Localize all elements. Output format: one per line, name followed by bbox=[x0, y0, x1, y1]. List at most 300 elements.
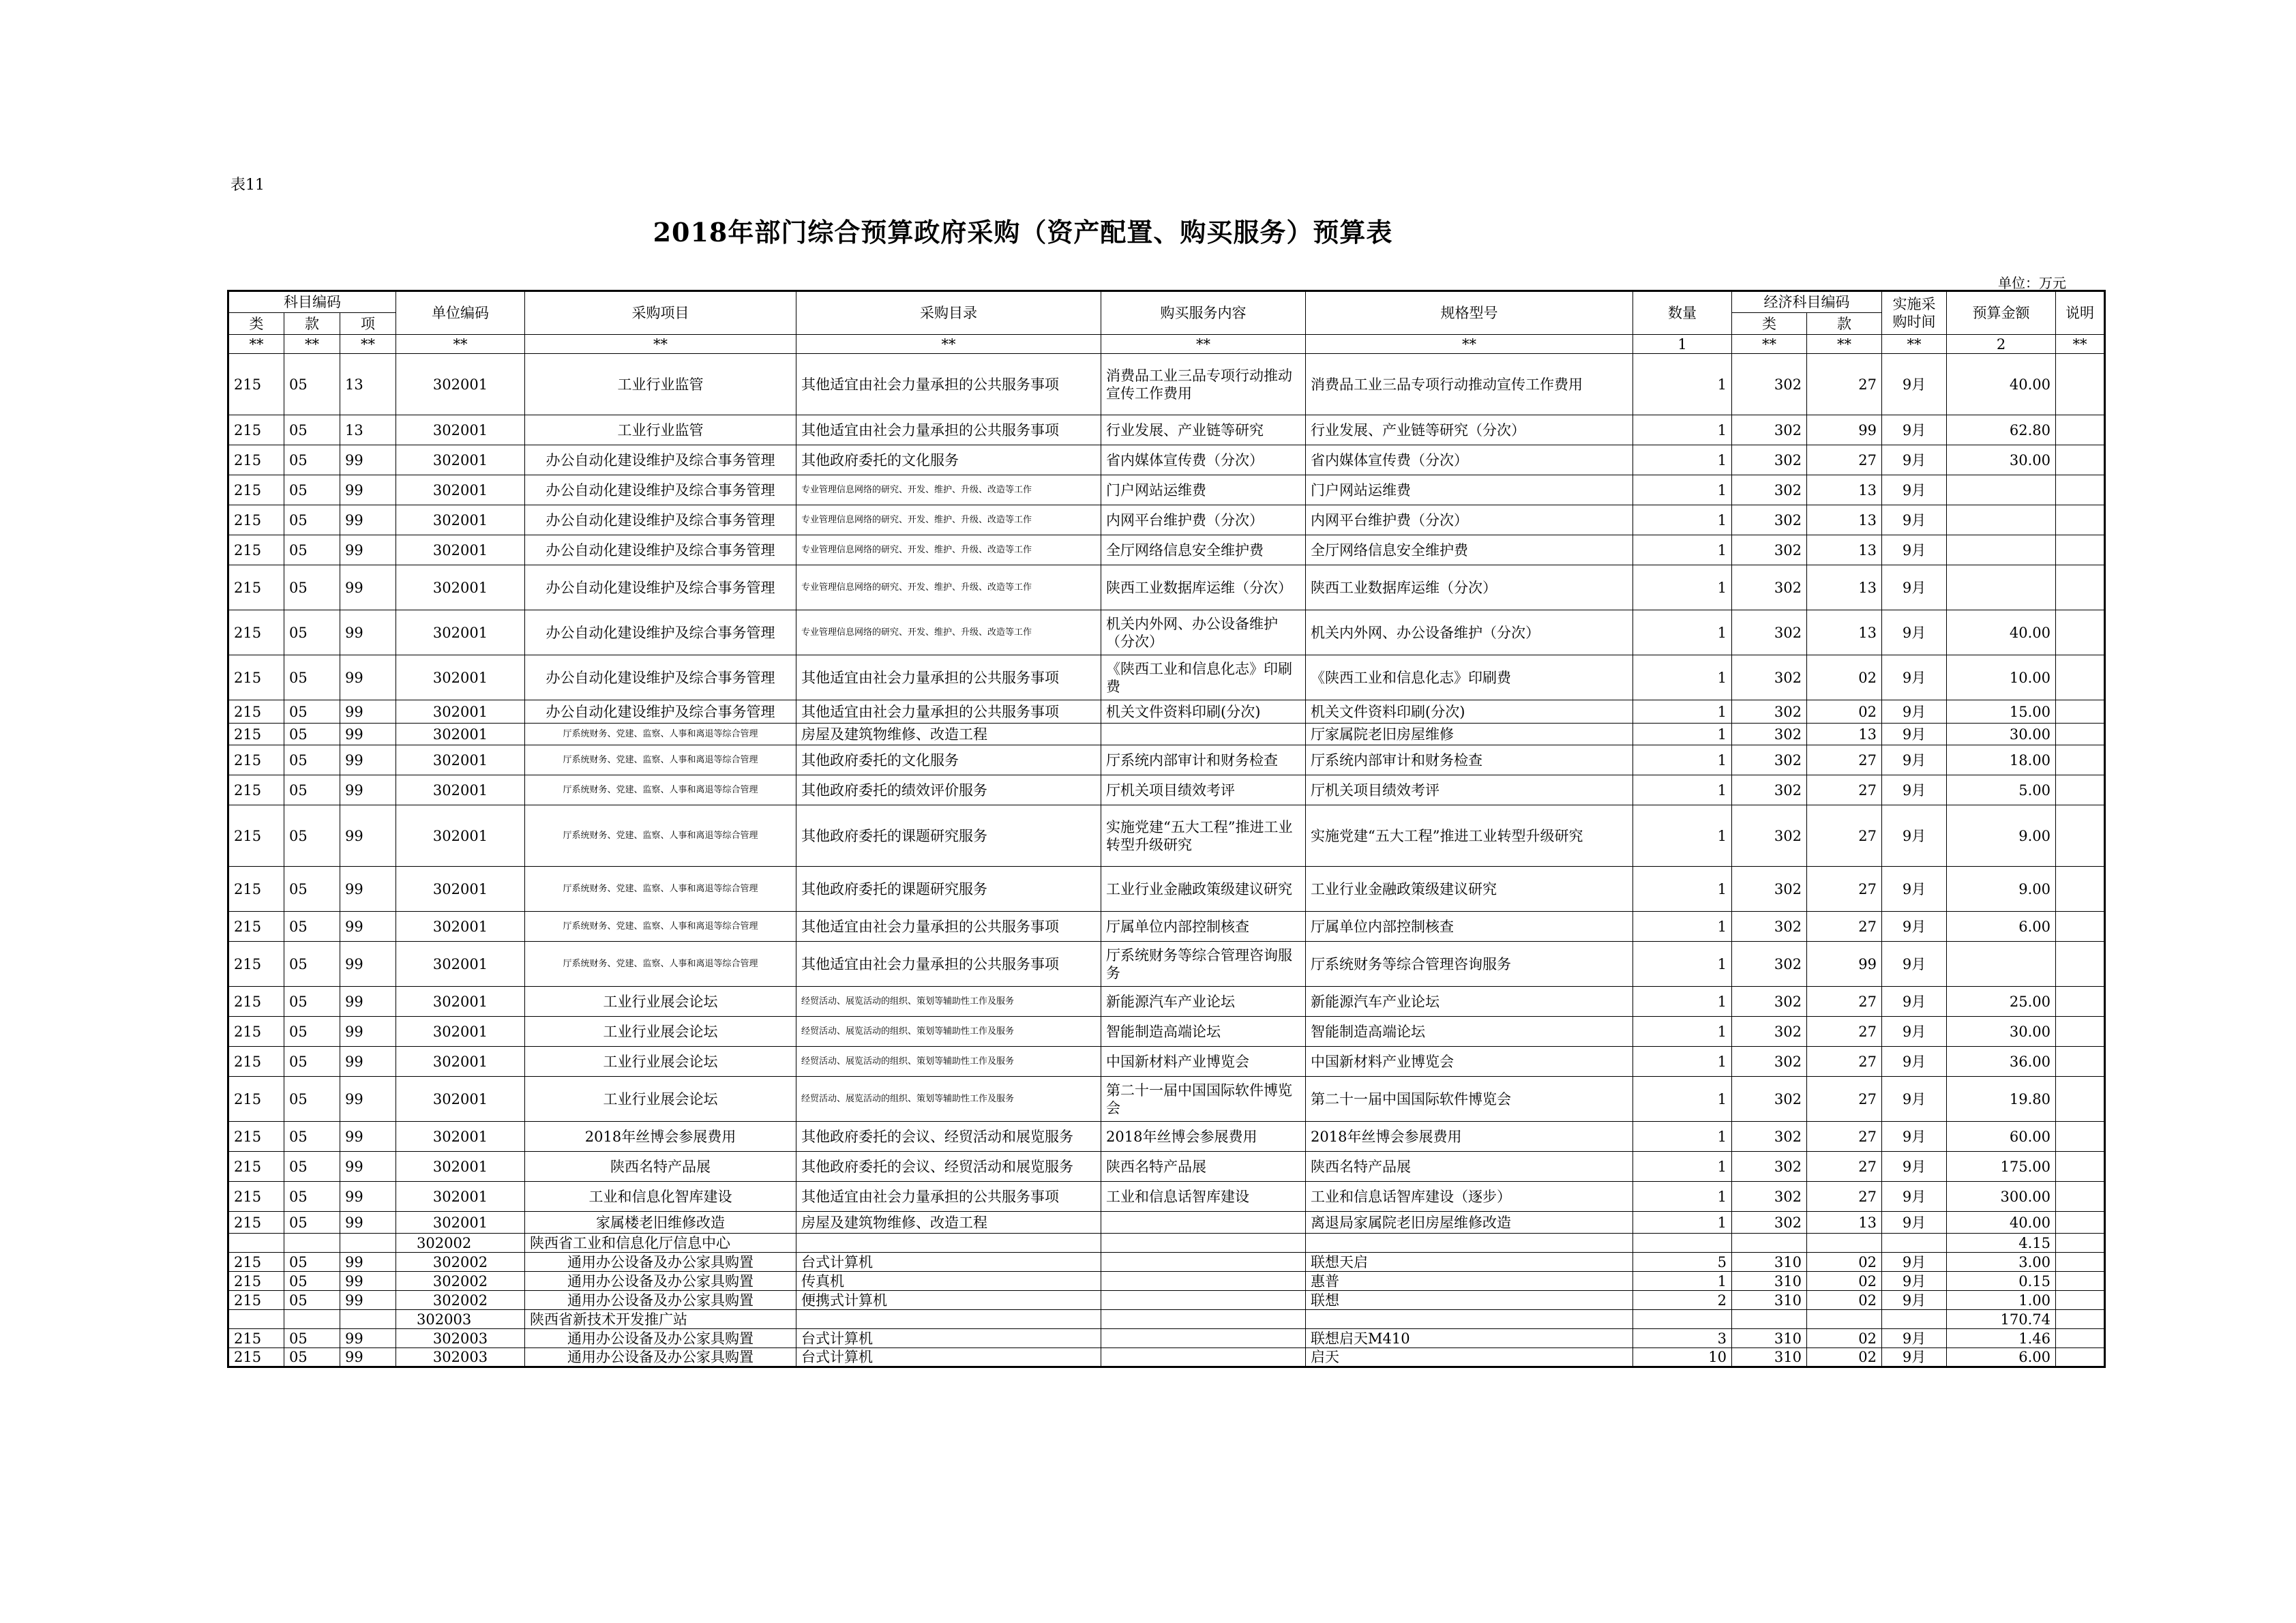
cell-project: 家属楼老旧维修改造 bbox=[525, 1212, 796, 1234]
cell-time bbox=[1882, 1234, 1947, 1253]
cell-amount bbox=[1947, 942, 2056, 987]
cell-c3: 99 bbox=[340, 724, 396, 745]
cell-c3: 99 bbox=[340, 1272, 396, 1291]
cell-c2: 05 bbox=[284, 415, 340, 445]
cell-e2: 02 bbox=[1807, 700, 1882, 724]
cell-qty: 1 bbox=[1633, 745, 1732, 775]
cell-service bbox=[1101, 1329, 1306, 1348]
table-row bbox=[228, 775, 2105, 805]
cell-c1: 215 bbox=[228, 700, 284, 724]
cell-spec: 中国新材料产业博览会 bbox=[1306, 1047, 1633, 1077]
cell-note bbox=[2056, 775, 2105, 805]
cell-time: 9月 bbox=[1882, 1329, 1947, 1348]
cell-note bbox=[2056, 1291, 2105, 1310]
cell-e2: 13 bbox=[1807, 505, 1882, 535]
cell-note bbox=[2056, 415, 2105, 445]
cell-unit: 302003 bbox=[396, 1348, 525, 1367]
cell-note bbox=[2056, 724, 2105, 745]
marker-cell: 1 bbox=[1633, 335, 1732, 354]
cell-c1: 215 bbox=[228, 1047, 284, 1077]
cell-c2: 05 bbox=[284, 1272, 340, 1291]
cell-unit: 302001 bbox=[396, 805, 525, 867]
cell-unit: 302003 bbox=[396, 1329, 525, 1348]
table-row bbox=[228, 655, 2105, 700]
cell-note bbox=[2056, 805, 2105, 867]
cell-spec: 全厅网络信息安全维护费 bbox=[1306, 535, 1633, 565]
cell-unit: 302001 bbox=[396, 867, 525, 912]
cell-e2: 13 bbox=[1807, 535, 1882, 565]
cell-e2: 99 bbox=[1807, 942, 1882, 987]
cell-e1: 302 bbox=[1732, 1077, 1807, 1122]
cell-spec: 陕西工业数据库运维（分次） bbox=[1306, 565, 1633, 610]
cell-c3 bbox=[340, 1310, 396, 1329]
cell-spec: 2018年丝博会参展费用 bbox=[1306, 1122, 1633, 1152]
cell-qty: 1 bbox=[1633, 445, 1732, 475]
cell-unit: 302001 bbox=[396, 942, 525, 987]
cell-note bbox=[2056, 1348, 2105, 1367]
cell-c3: 99 bbox=[340, 805, 396, 867]
marker-cell: ** bbox=[1101, 335, 1306, 354]
cell-catalog: 其他政府委托的文化服务 bbox=[796, 745, 1101, 775]
cell-project: 办公自动化建设维护及综合事务管理 bbox=[525, 565, 796, 610]
cell-qty: 1 bbox=[1633, 655, 1732, 700]
cell-c2: 05 bbox=[284, 1182, 340, 1212]
cell-amount: 62.80 bbox=[1947, 415, 2056, 445]
cell-note bbox=[2056, 1182, 2105, 1212]
cell-time: 9月 bbox=[1882, 354, 1947, 415]
cell-service: 机关文件资料印刷(分次) bbox=[1101, 700, 1306, 724]
table-row bbox=[228, 415, 2105, 445]
budget-table bbox=[227, 290, 2106, 1368]
marker-cell: ** bbox=[396, 335, 525, 354]
cell-unit: 302001 bbox=[396, 610, 525, 655]
cell-e1: 302 bbox=[1732, 1017, 1807, 1047]
cell-c3: 13 bbox=[340, 415, 396, 445]
cell-c3: 13 bbox=[340, 354, 396, 415]
cell-c1: 215 bbox=[228, 1212, 284, 1234]
cell-c1: 215 bbox=[228, 1291, 284, 1310]
cell-catalog: 其他适宜由社会力量承担的公共服务事项 bbox=[796, 415, 1101, 445]
cell-e1: 302 bbox=[1732, 415, 1807, 445]
cell-catalog: 房屋及建筑物维修、改造工程 bbox=[796, 1212, 1101, 1234]
cell-qty: 1 bbox=[1633, 1272, 1732, 1291]
cell-note bbox=[2056, 565, 2105, 610]
cell-qty: 1 bbox=[1633, 1122, 1732, 1152]
cell-time: 9月 bbox=[1882, 505, 1947, 535]
cell-e2: 27 bbox=[1807, 1017, 1882, 1047]
header-subject-code: 科目编码 bbox=[228, 291, 396, 313]
cell-project: 通用办公设备及办公家具购置 bbox=[525, 1348, 796, 1367]
header-catalog: 采购目录 bbox=[796, 291, 1101, 335]
cell-e2: 27 bbox=[1807, 1182, 1882, 1212]
cell-spec: 惠普 bbox=[1306, 1272, 1633, 1291]
cell-e1: 310 bbox=[1732, 1348, 1807, 1367]
cell-catalog: 其他适宜由社会力量承担的公共服务事项 bbox=[796, 1182, 1101, 1212]
cell-unit: 302001 bbox=[396, 912, 525, 942]
cell-e1: 302 bbox=[1732, 745, 1807, 775]
cell-amount: 19.80 bbox=[1947, 1077, 2056, 1122]
cell-project: 厅系统财务、党建、监察、人事和离退等综合管理 bbox=[525, 745, 796, 775]
cell-qty: 1 bbox=[1633, 1017, 1732, 1047]
cell-e1: 302 bbox=[1732, 1122, 1807, 1152]
cell-service: 消费品工业三品专项行动推动宣传工作费用 bbox=[1101, 354, 1306, 415]
cell-time: 9月 bbox=[1882, 1122, 1947, 1152]
cell-project: 陕西省新技术开发推广站 bbox=[525, 1310, 796, 1329]
cell-c2: 05 bbox=[284, 805, 340, 867]
cell-spec: 消费品工业三品专项行动推动宣传工作费用 bbox=[1306, 354, 1633, 415]
table-row bbox=[228, 445, 2105, 475]
cell-catalog: 其他适宜由社会力量承担的公共服务事项 bbox=[796, 655, 1101, 700]
cell-project: 通用办公设备及办公家具购置 bbox=[525, 1291, 796, 1310]
cell-project: 工业行业展会论坛 bbox=[525, 1077, 796, 1122]
cell-spec: 厅属单位内部控制核查 bbox=[1306, 912, 1633, 942]
cell-note bbox=[2056, 987, 2105, 1017]
unit-label: 单位：万元 bbox=[1998, 275, 2066, 291]
cell-c1: 215 bbox=[228, 1329, 284, 1348]
cell-c2: 05 bbox=[284, 1077, 340, 1122]
cell-time: 9月 bbox=[1882, 942, 1947, 987]
cell-qty: 1 bbox=[1633, 867, 1732, 912]
cell-e1: 302 bbox=[1732, 987, 1807, 1017]
cell-note bbox=[2056, 912, 2105, 942]
cell-e1: 302 bbox=[1732, 775, 1807, 805]
cell-time: 9月 bbox=[1882, 1182, 1947, 1212]
cell-note bbox=[2056, 1272, 2105, 1291]
cell-e1: 302 bbox=[1732, 912, 1807, 942]
cell-catalog: 台式计算机 bbox=[796, 1348, 1101, 1367]
header-econ-section: 款 bbox=[1807, 313, 1882, 335]
cell-spec: 离退局家属院老旧房屋维修改造 bbox=[1306, 1212, 1633, 1234]
cell-c1 bbox=[228, 1310, 284, 1329]
cell-unit: 302001 bbox=[396, 535, 525, 565]
cell-qty: 1 bbox=[1633, 1077, 1732, 1122]
cell-amount: 40.00 bbox=[1947, 610, 2056, 655]
cell-spec: 联想启天M410 bbox=[1306, 1329, 1633, 1348]
marker-cell: ** bbox=[1882, 335, 1947, 354]
cell-c2: 05 bbox=[284, 1291, 340, 1310]
cell-e2: 13 bbox=[1807, 1212, 1882, 1234]
cell-amount: 30.00 bbox=[1947, 445, 2056, 475]
cell-note bbox=[2056, 1047, 2105, 1077]
cell-e2: 13 bbox=[1807, 724, 1882, 745]
cell-time: 9月 bbox=[1882, 565, 1947, 610]
header-time: 实施采购时间 bbox=[1882, 291, 1947, 335]
cell-e1: 302 bbox=[1732, 445, 1807, 475]
cell-spec: 行业发展、产业链等研究（分次） bbox=[1306, 415, 1633, 445]
cell-c1: 215 bbox=[228, 610, 284, 655]
table-row bbox=[228, 1152, 2105, 1182]
cell-catalog: 其他政府委托的课题研究服务 bbox=[796, 867, 1101, 912]
cell-catalog: 专业管理信息网络的研究、开发、维护、升级、改造等工作 bbox=[796, 535, 1101, 565]
cell-c2: 05 bbox=[284, 655, 340, 700]
header-quantity: 数量 bbox=[1633, 291, 1732, 335]
cell-service: 工业行业金融政策级建议研究 bbox=[1101, 867, 1306, 912]
cell-catalog: 便携式计算机 bbox=[796, 1291, 1101, 1310]
cell-project: 厅系统财务、党建、监察、人事和离退等综合管理 bbox=[525, 775, 796, 805]
cell-service: 省内媒体宣传费（分次） bbox=[1101, 445, 1306, 475]
cell-service: 全厅网络信息安全维护费 bbox=[1101, 535, 1306, 565]
cell-catalog: 传真机 bbox=[796, 1272, 1101, 1291]
cell-c3: 99 bbox=[340, 1348, 396, 1367]
cell-qty: 2 bbox=[1633, 1291, 1732, 1310]
table-row bbox=[228, 1291, 2105, 1310]
cell-note bbox=[2056, 1253, 2105, 1272]
cell-e2: 02 bbox=[1807, 1291, 1882, 1310]
cell-unit: 302001 bbox=[396, 475, 525, 505]
cell-amount bbox=[1947, 475, 2056, 505]
cell-qty: 1 bbox=[1633, 805, 1732, 867]
table-label: 表11 bbox=[230, 177, 265, 194]
cell-c1: 215 bbox=[228, 1253, 284, 1272]
cell-note bbox=[2056, 745, 2105, 775]
table-row bbox=[228, 700, 2105, 724]
cell-c3: 99 bbox=[340, 1122, 396, 1152]
cell-c2 bbox=[284, 1234, 340, 1253]
cell-service bbox=[1101, 724, 1306, 745]
cell-note bbox=[2056, 505, 2105, 535]
cell-unit: 302001 bbox=[396, 1152, 525, 1182]
table-row bbox=[228, 942, 2105, 987]
cell-project: 工业行业展会论坛 bbox=[525, 1047, 796, 1077]
cell-unit: 302001 bbox=[396, 1212, 525, 1234]
cell-c1: 215 bbox=[228, 475, 284, 505]
cell-spec bbox=[1306, 1310, 1633, 1329]
cell-c3: 99 bbox=[340, 445, 396, 475]
cell-time: 9月 bbox=[1882, 610, 1947, 655]
cell-c3 bbox=[340, 1234, 396, 1253]
header-econ-code: 经济科目编码 bbox=[1732, 291, 1882, 313]
cell-e2: 27 bbox=[1807, 775, 1882, 805]
cell-qty: 1 bbox=[1633, 724, 1732, 745]
cell-qty: 1 bbox=[1633, 505, 1732, 535]
cell-unit: 302001 bbox=[396, 445, 525, 475]
table-row bbox=[228, 1212, 2105, 1234]
cell-c3: 99 bbox=[340, 775, 396, 805]
cell-c2: 05 bbox=[284, 745, 340, 775]
cell-catalog bbox=[796, 1234, 1101, 1253]
cell-c2: 05 bbox=[284, 1047, 340, 1077]
cell-project: 陕西名特产品展 bbox=[525, 1152, 796, 1182]
cell-project: 陕西省工业和信息化厅信息中心 bbox=[525, 1234, 796, 1253]
cell-spec: 启天 bbox=[1306, 1348, 1633, 1367]
cell-unit: 302001 bbox=[396, 1047, 525, 1077]
cell-qty: 1 bbox=[1633, 354, 1732, 415]
cell-e1: 302 bbox=[1732, 565, 1807, 610]
cell-catalog: 台式计算机 bbox=[796, 1253, 1101, 1272]
cell-amount: 3.00 bbox=[1947, 1253, 2056, 1272]
cell-amount: 9.00 bbox=[1947, 805, 2056, 867]
cell-c1: 215 bbox=[228, 354, 284, 415]
table-row bbox=[228, 475, 2105, 505]
cell-c1: 215 bbox=[228, 1182, 284, 1212]
cell-e2: 99 bbox=[1807, 415, 1882, 445]
header-row-1 bbox=[228, 291, 2105, 313]
cell-amount: 4.15 bbox=[1947, 1234, 2056, 1253]
cell-qty: 10 bbox=[1633, 1348, 1732, 1367]
cell-project: 通用办公设备及办公家具购置 bbox=[525, 1329, 796, 1348]
cell-c2: 05 bbox=[284, 912, 340, 942]
cell-service: 行业发展、产业链等研究 bbox=[1101, 415, 1306, 445]
cell-amount: 15.00 bbox=[1947, 700, 2056, 724]
cell-c2: 05 bbox=[284, 1152, 340, 1182]
cell-note bbox=[2056, 445, 2105, 475]
cell-service bbox=[1101, 1234, 1306, 1253]
cell-catalog: 其他政府委托的文化服务 bbox=[796, 445, 1101, 475]
marker-cell: ** bbox=[284, 335, 340, 354]
cell-catalog: 房屋及建筑物维修、改造工程 bbox=[796, 724, 1101, 745]
cell-time: 9月 bbox=[1882, 987, 1947, 1017]
cell-e1: 302 bbox=[1732, 475, 1807, 505]
cell-c3: 99 bbox=[340, 942, 396, 987]
cell-project: 办公自动化建设维护及综合事务管理 bbox=[525, 535, 796, 565]
cell-qty: 1 bbox=[1633, 775, 1732, 805]
cell-amount: 25.00 bbox=[1947, 987, 2056, 1017]
cell-qty: 1 bbox=[1633, 700, 1732, 724]
cell-e2: 27 bbox=[1807, 745, 1882, 775]
cell-amount: 36.00 bbox=[1947, 1047, 2056, 1077]
cell-c2: 05 bbox=[284, 775, 340, 805]
cell-amount: 175.00 bbox=[1947, 1152, 2056, 1182]
cell-unit: 302001 bbox=[396, 505, 525, 535]
cell-catalog: 专业管理信息网络的研究、开发、维护、升级、改造等工作 bbox=[796, 610, 1101, 655]
cell-c2: 05 bbox=[284, 1017, 340, 1047]
cell-project: 2018年丝博会参展费用 bbox=[525, 1122, 796, 1152]
cell-c1: 215 bbox=[228, 775, 284, 805]
cell-c1: 215 bbox=[228, 942, 284, 987]
cell-time: 9月 bbox=[1882, 1047, 1947, 1077]
cell-c2 bbox=[284, 1310, 340, 1329]
cell-service: 厅属单位内部控制核查 bbox=[1101, 912, 1306, 942]
cell-e2: 02 bbox=[1807, 1329, 1882, 1348]
cell-c1: 215 bbox=[228, 724, 284, 745]
cell-spec: 省内媒体宣传费（分次） bbox=[1306, 445, 1633, 475]
cell-c2: 05 bbox=[284, 505, 340, 535]
cell-project: 厅系统财务、党建、监察、人事和离退等综合管理 bbox=[525, 942, 796, 987]
cell-c1: 215 bbox=[228, 912, 284, 942]
cell-catalog: 其他适宜由社会力量承担的公共服务事项 bbox=[796, 700, 1101, 724]
cell-project: 办公自动化建设维护及综合事务管理 bbox=[525, 700, 796, 724]
cell-e1: 302 bbox=[1732, 700, 1807, 724]
cell-e1: 302 bbox=[1732, 354, 1807, 415]
cell-time: 9月 bbox=[1882, 775, 1947, 805]
marker-cell: 2 bbox=[1947, 335, 2056, 354]
cell-note bbox=[2056, 867, 2105, 912]
cell-time: 9月 bbox=[1882, 1272, 1947, 1291]
cell-time: 9月 bbox=[1882, 1253, 1947, 1272]
cell-time: 9月 bbox=[1882, 1348, 1947, 1367]
cell-service bbox=[1101, 1348, 1306, 1367]
cell-time: 9月 bbox=[1882, 745, 1947, 775]
cell-e1: 310 bbox=[1732, 1291, 1807, 1310]
cell-c1: 215 bbox=[228, 445, 284, 475]
cell-project: 办公自动化建设维护及综合事务管理 bbox=[525, 610, 796, 655]
cell-unit: 302002 bbox=[396, 1253, 525, 1272]
table-row bbox=[228, 912, 2105, 942]
cell-c1: 215 bbox=[228, 655, 284, 700]
table-row bbox=[228, 1122, 2105, 1152]
cell-spec: 《陕西工业和信息化志》印刷费 bbox=[1306, 655, 1633, 700]
cell-time: 9月 bbox=[1882, 1291, 1947, 1310]
cell-c3: 99 bbox=[340, 655, 396, 700]
cell-qty: 1 bbox=[1633, 415, 1732, 445]
cell-e2: 27 bbox=[1807, 1152, 1882, 1182]
cell-spec: 厅系统财务等综合管理咨询服务 bbox=[1306, 942, 1633, 987]
cell-c2: 05 bbox=[284, 1253, 340, 1272]
cell-service bbox=[1101, 1272, 1306, 1291]
cell-spec: 厅机关项目绩效考评 bbox=[1306, 775, 1633, 805]
cell-c3: 99 bbox=[340, 745, 396, 775]
cell-e2: 13 bbox=[1807, 565, 1882, 610]
cell-spec: 第二十一届中国国际软件博览会 bbox=[1306, 1077, 1633, 1122]
cell-c1: 215 bbox=[228, 745, 284, 775]
header-amount: 预算金额 bbox=[1947, 291, 2056, 335]
cell-service: 中国新材料产业博览会 bbox=[1101, 1047, 1306, 1077]
cell-spec: 门户网站运维费 bbox=[1306, 475, 1633, 505]
cell-qty: 1 bbox=[1633, 987, 1732, 1017]
header-class: 类 bbox=[228, 313, 284, 335]
cell-unit: 302002 bbox=[396, 1272, 525, 1291]
cell-c1: 215 bbox=[228, 805, 284, 867]
cell-amount bbox=[1947, 505, 2056, 535]
cell-catalog: 其他政府委托的绩效评价服务 bbox=[796, 775, 1101, 805]
cell-unit: 302002 bbox=[396, 1291, 525, 1310]
cell-note bbox=[2056, 1329, 2105, 1348]
page-title: 2018年部门综合预算政府采购（资产配置、购买服务）预算表 bbox=[653, 217, 1393, 248]
cell-c2: 05 bbox=[284, 535, 340, 565]
cell-note bbox=[2056, 1122, 2105, 1152]
cell-c2: 05 bbox=[284, 354, 340, 415]
table-row bbox=[228, 1047, 2105, 1077]
cell-c1 bbox=[228, 1234, 284, 1253]
cell-project: 厅系统财务、党建、监察、人事和离退等综合管理 bbox=[525, 724, 796, 745]
cell-note bbox=[2056, 1017, 2105, 1047]
cell-service: 厅系统财务等综合管理咨询服务 bbox=[1101, 942, 1306, 987]
marker-cell: ** bbox=[1306, 335, 1633, 354]
cell-c3: 99 bbox=[340, 475, 396, 505]
cell-e2: 02 bbox=[1807, 1348, 1882, 1367]
cell-e1: 302 bbox=[1732, 505, 1807, 535]
cell-c2: 05 bbox=[284, 700, 340, 724]
cell-time: 9月 bbox=[1882, 1077, 1947, 1122]
header-note: 说明 bbox=[2056, 291, 2105, 335]
cell-qty: 1 bbox=[1633, 610, 1732, 655]
cell-time: 9月 bbox=[1882, 912, 1947, 942]
cell-note bbox=[2056, 610, 2105, 655]
cell-service: 厅系统内部审计和财务检查 bbox=[1101, 745, 1306, 775]
cell-unit: 302001 bbox=[396, 1182, 525, 1212]
cell-e2: 27 bbox=[1807, 1047, 1882, 1077]
cell-qty: 1 bbox=[1633, 1182, 1732, 1212]
cell-time bbox=[1882, 1310, 1947, 1329]
cell-spec: 工业行业金融政策级建议研究 bbox=[1306, 867, 1633, 912]
cell-catalog: 其他适宜由社会力量承担的公共服务事项 bbox=[796, 354, 1101, 415]
cell-time: 9月 bbox=[1882, 805, 1947, 867]
cell-project: 工业行业监管 bbox=[525, 354, 796, 415]
cell-c3: 99 bbox=[340, 1017, 396, 1047]
cell-time: 9月 bbox=[1882, 724, 1947, 745]
cell-note bbox=[2056, 655, 2105, 700]
cell-note bbox=[2056, 1310, 2105, 1329]
cell-unit: 302001 bbox=[396, 700, 525, 724]
cell-qty: 1 bbox=[1633, 1047, 1732, 1077]
cell-project: 厅系统财务、党建、监察、人事和离退等综合管理 bbox=[525, 805, 796, 867]
cell-amount: 6.00 bbox=[1947, 1348, 2056, 1367]
table-row bbox=[228, 1017, 2105, 1047]
cell-c1: 215 bbox=[228, 535, 284, 565]
cell-e1: 310 bbox=[1732, 1329, 1807, 1348]
cell-c1: 215 bbox=[228, 565, 284, 610]
cell-catalog: 经贸活动、展览活动的组织、策划等辅助性工作及服务 bbox=[796, 1017, 1101, 1047]
